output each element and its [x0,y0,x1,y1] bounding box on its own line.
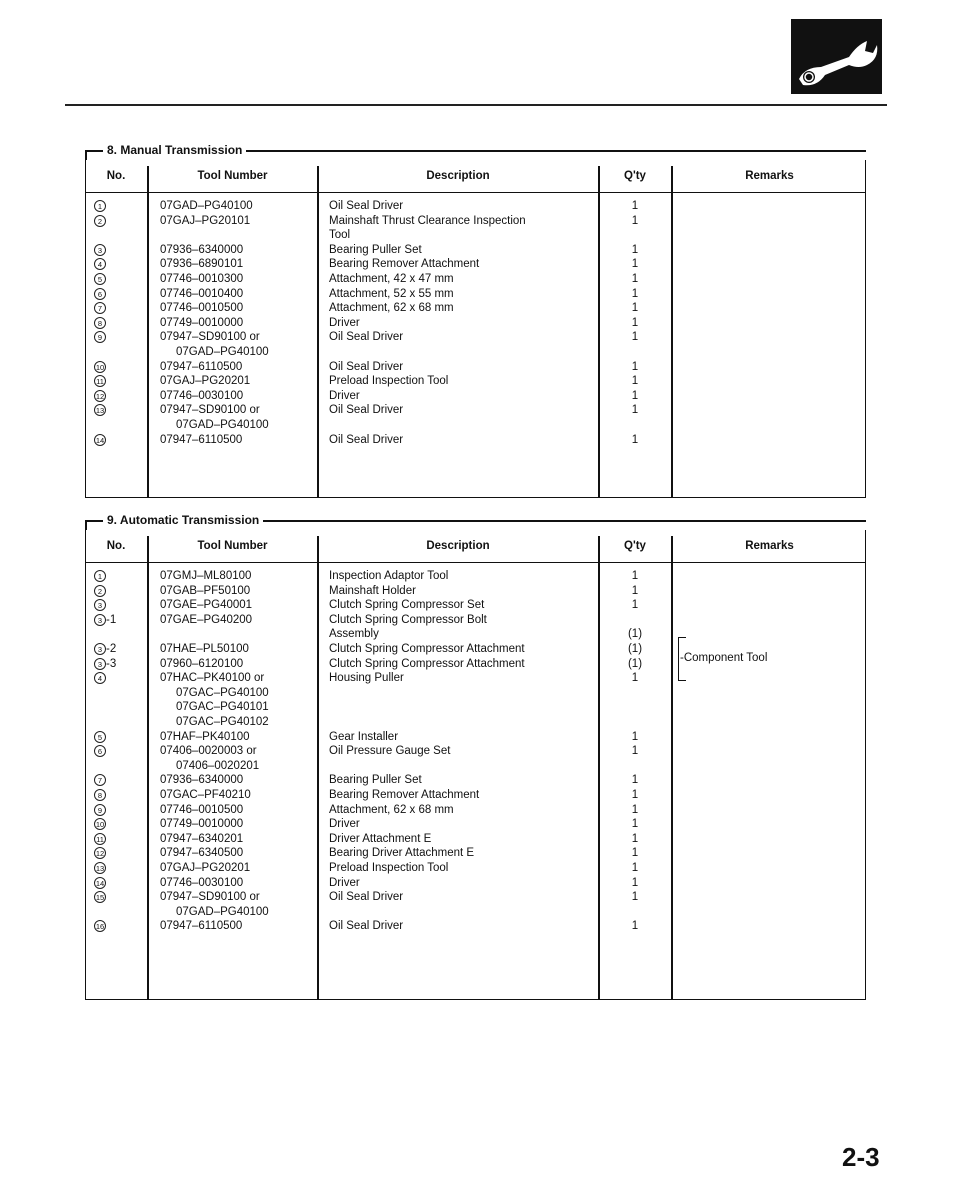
tool-description: Oil Seal Driver [329,920,404,933]
circled-number: 13 [95,406,105,416]
circled-number: 8 [94,317,106,329]
quantity: 1 [631,774,639,787]
tool-number: 07406–0020003 or [160,745,257,758]
item-number [94,389,106,404]
tool-number: 07947–SD90100 or [160,404,260,417]
quantity: 1 [631,920,639,933]
header-remarks: Remarks [745,540,794,552]
tool-description: Bearing Puller Set [329,243,422,256]
tool-description: Preload Inspection Tool [329,375,449,388]
quantity: 1 [631,287,639,300]
circled-number: 3 [94,244,106,256]
tools-table [85,530,866,1000]
item-number [94,803,106,818]
item-number [94,773,106,788]
circled-number: 3 [94,614,106,626]
tool-description: Driver [329,389,360,402]
tool-number: 07GAB–PF50100 [160,584,251,597]
circled-number: 6 [94,745,106,757]
tool-number: 07GAE–PG40001 [160,599,253,612]
item-subnumber: -3 [106,657,117,670]
item-number [94,890,106,905]
quantity: 1 [631,433,639,446]
header-divider [598,536,600,562]
item-number [94,730,106,745]
circled-number: 3 [94,599,106,611]
tool-description: Mainshaft Holder [329,584,416,597]
tool-description: Preload Inspection Tool [329,862,449,874]
item-number [94,301,106,316]
item-number [94,861,106,876]
item-number [94,832,106,847]
quantity: 1 [631,389,639,402]
circled-number: 3 [94,643,106,655]
tool-number: 07746–0030100 [160,876,244,889]
quantity: 1 [631,832,639,845]
quantity: (1) [627,657,643,670]
circled-number: 1 [94,200,106,212]
circled-number: 3 [94,658,106,670]
header-qty: Q'ty [624,170,646,182]
tool-number: 07GAD–PG40100 [176,346,269,358]
item-subnumber: -1 [106,613,117,626]
table-header [86,160,865,193]
circled-number: 12 [95,849,105,859]
tools-table [85,160,866,498]
tool-number: 07947–6110500 [160,360,243,373]
quantity: 1 [631,818,639,831]
item-number [94,330,106,345]
quantity: 1 [631,375,639,388]
tool-number: 07749–0010000 [160,316,244,329]
header-divider [147,536,149,562]
item-number [94,569,106,584]
tool-description: Assembly [329,628,379,641]
circled-number: 14 [95,435,105,445]
quantity: 1 [631,243,639,256]
item-number [94,214,106,229]
tool-description: Attachment, 42 x 47 mm [329,273,454,285]
tool-number: 07936–6340000 [160,243,244,256]
item-number [94,788,106,803]
circled-number: 11 [94,375,106,387]
tool-number: 07GAC–PG40102 [176,716,269,728]
column-divider [317,192,319,498]
tool-number: 07GAD–PG40100 [160,200,253,212]
column-divider [147,192,149,498]
quantity: 1 [631,273,639,285]
quantity: 1 [631,331,639,344]
tool-number: 07406–0020201 [176,759,260,772]
quantity: 1 [631,316,639,329]
circled-number: 9 [94,331,106,343]
circled-number: 7 [94,774,106,786]
quantity: 1 [631,876,639,889]
item-number [94,272,106,287]
tool-description: Attachment, 62 x 68 mm [329,302,454,315]
item-subnumber: -2 [106,643,117,655]
table-header [86,530,865,563]
column-divider [598,192,600,498]
tool-description: Oil Seal Driver [329,200,404,212]
item-number [94,642,116,657]
tool-description: Attachment, 52 x 55 mm [329,287,454,300]
column-divider [671,192,673,498]
circled-number: 10 [95,820,105,830]
section-title: 8. Manual Transmission [103,142,246,159]
circled-number: 5 [94,731,106,743]
quantity: 1 [631,599,639,612]
tool-number: 07947–SD90100 or [160,891,260,904]
tool-description: Bearing Remover Attachment [329,789,480,801]
quantity: 1 [631,803,639,816]
tool-number: 07746–0030100 [160,389,244,402]
column-divider [671,562,673,1000]
tool-number: 07GMJ–ML80100 [160,570,252,582]
tool-description: Bearing Puller Set [329,774,422,787]
tool-number: 07HAF–PK40100 [160,730,250,743]
item-number [94,243,106,258]
tool-description: Oil Seal Driver [329,891,404,904]
circled-number: 14 [95,878,105,888]
quantity: 1 [631,672,639,685]
quantity: 1 [631,891,639,904]
circled-number: 7 [94,302,106,314]
header-tool-number: Tool Number [197,170,268,182]
tool-number: 07GAD–PG40100 [176,905,269,918]
quantity: 1 [631,258,639,271]
tool-number: 07HAC–PK40100 or [160,672,265,685]
header-no: No. [106,540,126,552]
tool-description: Oil Pressure Gauge Set [329,745,451,758]
item-number [94,287,106,302]
circled-number: 2 [94,215,106,227]
item-number [94,846,106,861]
quantity: 1 [631,847,639,860]
column-divider [317,562,319,1000]
tool-description: Oil Seal Driver [329,404,404,417]
item-number [94,257,106,272]
item-number [94,657,116,672]
circled-number: 8 [94,789,106,801]
tool-number: 07GAC–PG40100 [176,686,269,699]
item-number [94,403,106,418]
tool-number: 07947–6110500 [160,920,243,933]
quantity: 1 [631,584,639,597]
section-title: 9. Automatic Transmission [103,512,263,529]
quantity: 1 [631,789,639,801]
tool-number: 07746–0010500 [160,803,244,816]
item-number [94,433,106,448]
tool-number: 07947–SD90100 or [160,331,260,344]
header-remarks: Remarks [745,170,794,182]
tool-description: Inspection Adaptor Tool [329,570,449,582]
item-number [94,199,106,214]
item-number [94,613,116,628]
tool-number: 07947–6110500 [160,433,243,446]
header-divider [317,536,319,562]
circled-number: 4 [94,672,106,684]
tool-number: 07936–6340000 [160,774,244,787]
quantity: 1 [631,302,639,315]
column-divider [598,562,600,1000]
circled-number: 5 [94,273,106,285]
item-number [94,744,106,759]
header-divider [317,166,319,192]
item-number [94,316,106,331]
wrench-icon [791,19,882,94]
tool-number: 07947–6340201 [160,832,244,845]
tool-description: Driver [329,818,360,831]
tool-description: Clutch Spring Compressor Set [329,599,485,612]
tool-number: 07GAJ–PG20101 [160,214,251,227]
tool-description: Driver [329,316,360,329]
item-number [94,671,106,686]
circled-number: 6 [94,288,106,300]
item-number [94,598,106,613]
header-divider [671,166,673,192]
tool-description: Tool [329,229,351,242]
tool-number: 07947–6340500 [160,847,244,860]
header-qty: Q'ty [624,540,646,552]
circled-number: 13 [95,863,105,873]
tool-description: Oil Seal Driver [329,331,404,344]
quantity: 1 [631,862,639,874]
quantity: 1 [631,360,639,373]
tool-number: 07GAD–PG40100 [176,419,269,431]
item-number [94,817,106,832]
header-description: Description [426,170,490,182]
top-rule [65,104,887,106]
tool-number: 07960–6120100 [160,657,244,670]
tool-description: Bearing Remover Attachment [329,258,480,271]
tool-description: Mainshaft Thrust Clearance Inspection [329,214,526,227]
item-number [94,919,106,934]
tool-description: Bearing Driver Attachment E [329,847,475,860]
circled-number: 11 [94,833,106,845]
header-divider [671,536,673,562]
header-description: Description [426,540,490,552]
quantity: 1 [631,745,639,758]
quantity: 1 [631,200,639,212]
circled-number: 4 [94,258,106,270]
item-number [94,374,106,389]
tool-number: 07GAE–PG40200 [160,613,253,626]
column-divider [147,562,149,1000]
quantity: (1) [627,643,643,655]
tool-description: Attachment, 62 x 68 mm [329,803,454,816]
tool-description: Oil Seal Driver [329,433,404,446]
circled-number: 16 [95,922,105,932]
automatic-transmission-section [85,512,866,1000]
header-divider [147,166,149,192]
header-no: No. [106,170,126,182]
component-tool-note: -Component Tool [680,652,768,664]
quantity: 1 [631,730,639,743]
manual-transmission-section [85,142,866,498]
circled-number: 12 [95,391,105,401]
item-number [94,584,106,599]
tool-number: 07746–0010500 [160,302,244,315]
circled-number: 10 [95,362,105,372]
item-number [94,360,106,375]
page-number: 2-3 [842,1142,880,1172]
quantity: 1 [631,214,639,227]
tool-number: 07GAJ–PG20201 [160,375,251,388]
circled-number: 2 [94,585,106,597]
tool-description: Driver Attachment E [329,832,432,845]
header-tool-number: Tool Number [197,540,268,552]
tool-description: Housing Puller [329,672,404,685]
tool-number: 07GAC–PG40101 [176,701,269,714]
circled-number: 9 [94,804,106,816]
tool-description: Driver [329,876,360,889]
tool-number: 07936–6890101 [160,258,244,271]
quantity: 1 [631,570,639,582]
tool-number: 07HAE–PL50100 [160,643,249,655]
item-number [94,876,106,891]
tool-number: 07GAC–PF40210 [160,789,251,801]
tool-description: Gear Installer [329,730,399,743]
tool-number: 07GAJ–PG20201 [160,862,251,874]
circled-number: 1 [94,570,106,582]
tool-number: 07749–0010000 [160,818,244,831]
tool-description: Clutch Spring Compressor Attachment [329,643,525,655]
tool-number: 07746–0010300 [160,273,244,285]
tool-description: Oil Seal Driver [329,360,404,373]
quantity: 1 [631,404,639,417]
tool-number: 07746–0010400 [160,287,244,300]
header-divider [598,166,600,192]
quantity: (1) [627,628,643,641]
tool-description: Clutch Spring Compressor Attachment [329,657,525,670]
tool-description: Clutch Spring Compressor Bolt [329,613,487,626]
circled-number: 15 [95,893,105,903]
section-logo [791,19,882,94]
